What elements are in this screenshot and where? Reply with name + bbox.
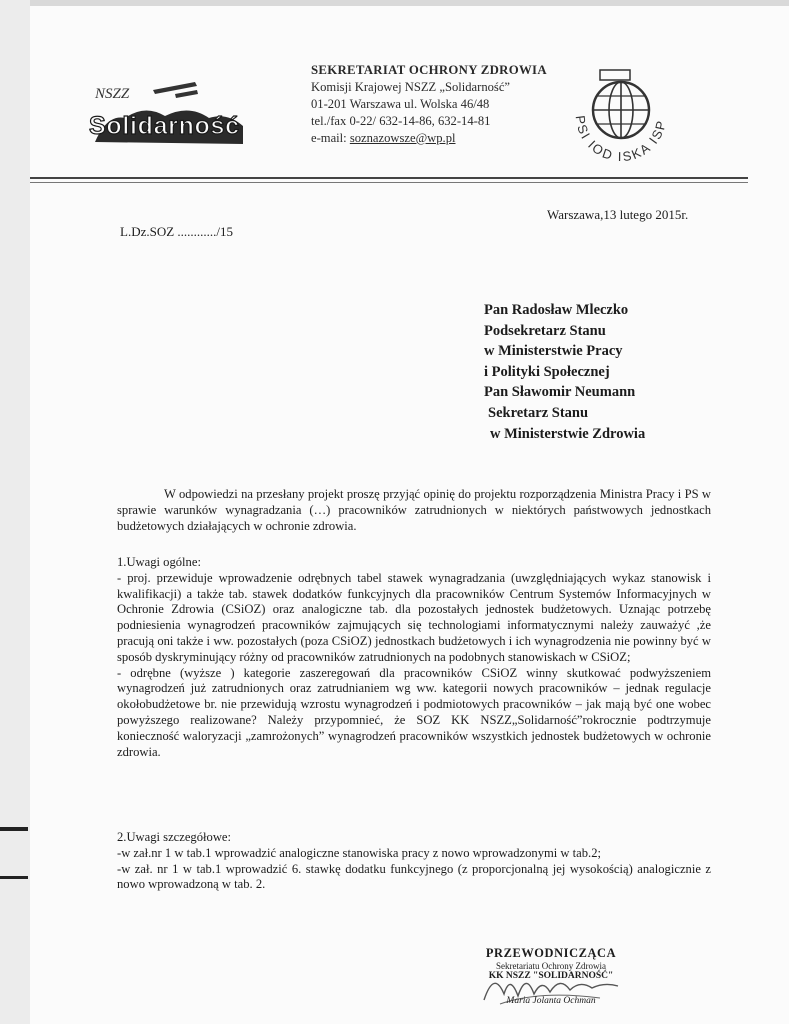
addressee-line: w Ministerstwie Zdrowia — [490, 425, 646, 442]
addressee-line: i Polityki Społecznej — [484, 363, 610, 380]
letterhead-address: 01-201 Warszawa ul. Wolska 46/48 — [311, 97, 490, 111]
svg-text:Solidarność: Solidarność — [89, 112, 239, 140]
svg-text:NSZZ: NSZZ — [95, 86, 130, 102]
solidarnosc-logo-icon — [85, 74, 245, 146]
section-heading: 1.Uwagi ogólne: — [117, 555, 201, 569]
signature-org-line: Sekretariatu Ochrony Zdrowia — [496, 961, 606, 971]
addressee-line: Pan Radosław Mleczko — [484, 302, 629, 318]
letter-date: Warszawa,13 lutego 2015r. — [547, 207, 689, 222]
letterhead-line: Komisji Krajowej NSZZ „Solidarność” — [311, 80, 511, 94]
remark-item: -w zał. nr 1 w tab.1 wprowadzić 6. stawkę dodatku funkcyjnego (z proporcjonalną jej wysokością) analogicznie z nowo wprowadzoną w tab. 2. — [117, 861, 711, 892]
signature-block — [466, 946, 636, 1006]
signature-union: KK NSZZ "SOLIDARNOŚĆ" — [488, 971, 614, 981]
header-divider — [30, 182, 748, 183]
intro-paragraph — [117, 487, 711, 534]
email-link[interactable]: soznazowsze@wp.pl — [349, 131, 456, 145]
svg-text:PSI IOD ISKA ISP: PSI IOD ISKA ISP — [572, 114, 670, 165]
addressee-line: Podsekretarz Stanu — [484, 322, 606, 339]
addressee-line: Pan Sławomir Neumann — [484, 384, 636, 401]
section-heading: 2.Uwagi szczegółowe: — [117, 830, 232, 844]
signature-title: PRZEWODNICZĄCA — [485, 946, 617, 960]
psi-globe-logo-icon — [566, 66, 676, 166]
scan-mark — [0, 876, 28, 879]
letterhead-email-row — [311, 130, 547, 147]
general-remarks — [117, 555, 711, 760]
addressee-block — [484, 300, 645, 444]
scan-mark — [0, 827, 28, 831]
remark-item: -w zał.nr 1 w tab.1 wprowadzić analogiczne stanowiska pracy z nowo wprowadzonymi w tab.2; — [117, 845, 602, 860]
signatory-name: Maria Jolanta Ochman — [506, 996, 596, 1006]
letterhead — [311, 62, 547, 147]
email-label: e-mail: — [311, 131, 347, 145]
detailed-remarks — [117, 830, 711, 893]
header-divider — [30, 177, 748, 179]
reference-number: L.Dz.SOZ ............/15 — [120, 224, 234, 239]
intro-text: W odpowiedzi na przesłany projekt proszę przyjąć opinię do projektu rozporządzenia Ministra Pracy i PS w sprawie warunków wynagradzania (…) pracowników zatrudnionych w niektórych państwowych jednostkach budżetowych działających w ochronie zdrowia. — [117, 487, 711, 533]
remark-item: - proj. przewiduje wprowadzenie odrębnych tabel stawek wynagradzania (uwzględniających wykaz stanowisk i kwalifikacji) a także tab. stawek dodatków funkcyjnych dla pracowników Centrum Systemów Informacyjnych w Ochronie Zdrowia (CSiOZ) oraz analogiczne tab. dla pozostałych jednostek budżetowych. Uznając potrzebę podniesienia wynagrodzeń pracowników zajmujących się technologiami informatycznymi należy zauważyć ,że pracują oni także i ww. pozostałych (poza CSiOZ) jednostkach budżetowych i ich wynagrodzenia nie powinny być w sposób dyskryminujący różny od pracowników zatrudnionych na podobnych stanowiskach w CSiOZ; — [117, 570, 711, 664]
remark-item: - odrębne (wyższe ) kategorie zaszeregowań dla pracowników CSiOZ winny skutkować podwyższeniem wynagrodzeń już zatrudnionych oraz zatrudnianiem wg ww. kategorii nowych pracowników – jednak regulacje okołobudżetowe br. nie przewidują wzrostu wynagrodzeń i podmiotowych pracowników – jak mają być one wobec powyższego realizowane? Należy przypomnieć, że SOZ KK NSZZ„Solidarność”rokrocznie podtrzymuje konieczność waloryzacji „zamrożonych” wynagrodzeń pracowników wszystkich jednostek budżetowych w ochronie zdrowia. — [117, 665, 711, 759]
addressee-line: w Ministerstwie Pracy — [484, 343, 623, 360]
letterhead-title: SEKRETARIAT OCHRONY ZDROWIA — [311, 63, 547, 77]
scan-margin — [0, 0, 30, 1024]
letterhead-phone: tel./fax 0-22/ 632-14-86, 632-14-81 — [311, 114, 491, 128]
addressee-line: Sekretarz Stanu — [488, 404, 589, 421]
